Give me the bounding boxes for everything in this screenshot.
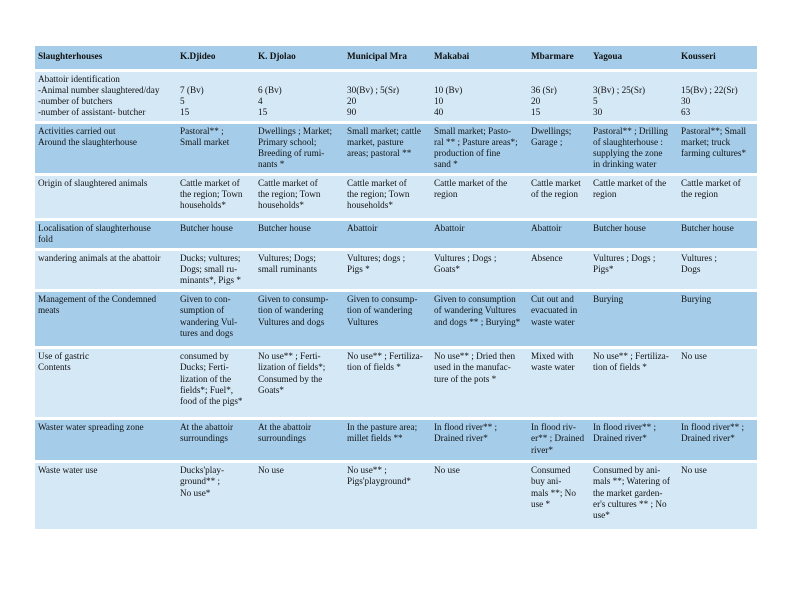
cell-text: 15(Bv) ; 22(Sr) 30 63 [681, 85, 738, 118]
cell-text: Pastoral**; Small market; truck farming cultures* [681, 126, 747, 159]
cell-text: Cattle market of the region; Town households* [258, 178, 321, 211]
header-cell: Municipal Mra [344, 46, 431, 69]
table-cell [344, 420, 431, 460]
cell-text: Butcher house [681, 223, 734, 234]
table-cell [590, 463, 678, 529]
cell-text: Butcher house [180, 223, 233, 234]
table-cell [344, 72, 431, 121]
cell-text: Butcher house [593, 223, 646, 234]
cell-text: Abattoir [347, 223, 378, 234]
header-cell: Makabai [431, 46, 528, 69]
table-cell [678, 72, 757, 121]
cell-text: Cattle market of the region [434, 178, 508, 200]
cell-text: Small market; cattle market, pasture areas; pastoral ** [347, 126, 421, 159]
table-cell [678, 124, 757, 173]
cell-text: Vultures; Dogs; small ruminants [258, 253, 317, 275]
row-label-cell [35, 72, 177, 121]
row-label-cell [35, 221, 177, 248]
cell-text: Cattle market of the region [681, 178, 741, 200]
table-cell [528, 124, 590, 173]
table-cell [177, 463, 255, 529]
table-cell [344, 251, 431, 289]
cell-text: No use [681, 351, 707, 362]
table-cell [528, 420, 590, 460]
table-row [35, 72, 757, 121]
table-cell [678, 463, 757, 529]
header-cell: K.Djideo [177, 46, 255, 69]
row-label-text: Abattoir identification -Animal number slaughtered/day -number of butchers -number of assistant- butcher [38, 74, 160, 118]
cell-text: Given to consumption of wandering Vultures and dogs ** ; Burying* [434, 294, 521, 327]
table-cell [528, 221, 590, 248]
row-label-text: wandering animals at the abattoir [38, 253, 161, 264]
cell-text: Given to con- sumption of wandering Vul- tures and dogs [180, 294, 238, 338]
table-cell [431, 463, 528, 529]
cell-text: Given to consump- tion of wandering Vultures [347, 294, 418, 327]
row-label-cell [35, 292, 177, 346]
cell-text: No use** ; Ferti- lization of fields*; Consumed by the Goats* [258, 351, 326, 395]
table-cell [177, 251, 255, 289]
table-cell [528, 292, 590, 346]
cell-text: Vultures ; Dogs [681, 253, 717, 275]
table-cell [590, 124, 678, 173]
cell-text: Small market; Pasto- ral ** ; Pasture areas*; production of fine sand * [434, 126, 518, 170]
cell-text: 30(Bv) ; 5(Sr) 20 90 [347, 85, 400, 118]
slaughterhouse-table-container [35, 46, 757, 529]
table-cell [255, 292, 344, 346]
table-row [35, 463, 757, 529]
table-row [35, 176, 757, 218]
table-cell [590, 176, 678, 218]
table-cell [678, 349, 757, 417]
table-cell [590, 72, 678, 121]
header-row [35, 46, 757, 69]
header-cell: Kousseri [678, 46, 757, 69]
table-cell [255, 420, 344, 460]
table-cell [590, 221, 678, 248]
table-cell [255, 124, 344, 173]
row-label-cell [35, 349, 177, 417]
cell-text: No use [681, 465, 707, 476]
cell-text: Butcher house [258, 223, 311, 234]
table-cell [431, 72, 528, 121]
cell-text: In the pasture area; millet fields ** [347, 422, 418, 444]
header-cell: K. Djolao [255, 46, 344, 69]
table-cell [590, 292, 678, 346]
table-cell [177, 420, 255, 460]
cell-text: Pastoral** ; Drilling of slaughterhouse : supplying the zone in drinking water [593, 126, 669, 170]
slaughterhouse-table [35, 46, 757, 529]
cell-text: In flood river** ; Drained river* [681, 422, 745, 444]
cell-text: Pastoral** ; Small market [180, 126, 230, 148]
table-cell [528, 251, 590, 289]
row-label-cell [35, 124, 177, 173]
cell-text: No use** ; Pigs'playground* [347, 465, 411, 487]
cell-text: Cattle market of the region [531, 178, 581, 200]
table-cell [177, 221, 255, 248]
table-cell [528, 349, 590, 417]
table-row [35, 251, 757, 289]
table-row [35, 124, 757, 173]
cell-text: Cattle market of the region; Town households* [180, 178, 243, 211]
table-cell [344, 176, 431, 218]
table-row [35, 420, 757, 460]
cell-text: Consumed by ani- mals **; Watering of the market garden- er's cultures ** ; No use* [593, 465, 670, 520]
cell-text: No use** ; Dried then used in the manufac- ture of the pots * [434, 351, 516, 384]
row-label-text: Localisation of slaughterhouse fold [38, 223, 151, 245]
row-label-text: Management of the Condemned meats [38, 294, 157, 316]
cell-text: Ducks'play- ground** ; No use* [180, 465, 225, 498]
cell-text: Absence [531, 253, 563, 264]
table-cell [590, 251, 678, 289]
table-cell [431, 292, 528, 346]
table-cell [431, 221, 528, 248]
cell-text: At the abattoir surroundings [258, 422, 312, 444]
row-label-cell [35, 463, 177, 529]
table-cell [528, 176, 590, 218]
table-cell [528, 72, 590, 121]
table-cell [431, 349, 528, 417]
table-cell [255, 221, 344, 248]
cell-text: Vultures ; Dogs ; Goats* [434, 253, 497, 275]
cell-text: Consumed buy ani- mals **; No use * [531, 465, 576, 509]
table-cell [255, 72, 344, 121]
cell-text: Dwellings ; Market; Primary school; Breeding of rumi- nants * [258, 126, 332, 170]
cell-text: In flood river** ; Drained river* [434, 422, 498, 444]
cell-text: Abattoir [531, 223, 562, 234]
cell-text: In flood river** ; Drained river* [593, 422, 657, 444]
table-cell [678, 420, 757, 460]
cell-text: Burying [593, 294, 624, 305]
row-label-text: Waster water spreading zone [38, 422, 144, 433]
row-label-text: Use of gastric Contents [38, 351, 90, 373]
cell-text: Vultures ; Dogs ; Pigs* [593, 253, 656, 275]
table-cell [431, 124, 528, 173]
table-cell [528, 463, 590, 529]
table-row [35, 292, 757, 346]
cell-text: Ducks; vultures; Dogs; small ru- minants*, Pigs * [180, 253, 242, 286]
cell-text: Given to consump- tion of wandering Vultures and dogs [258, 294, 329, 327]
cell-text: At the abattoir surroundings [180, 422, 234, 444]
cell-text: Cattle market of the region [593, 178, 667, 200]
cell-text: Abattoir [434, 223, 465, 234]
table-cell [255, 463, 344, 529]
table-cell [177, 292, 255, 346]
cell-text: In flood riv- er** ; Drained river* [531, 422, 585, 455]
table-cell [177, 72, 255, 121]
table-cell [344, 292, 431, 346]
table-cell [431, 251, 528, 289]
table-cell [678, 221, 757, 248]
table-row [35, 349, 757, 417]
cell-text: 36 (Sr) 20 15 [531, 85, 557, 118]
header-cell: Yagoua [590, 46, 678, 69]
table-cell [590, 349, 678, 417]
row-label-cell [35, 251, 177, 289]
row-label-cell [35, 176, 177, 218]
table-cell [678, 251, 757, 289]
cell-text: Vultures; dogs ; Pigs * [347, 253, 406, 275]
row-label-cell [35, 420, 177, 460]
cell-text: No use** ; Fertiliza- tion of fields * [347, 351, 423, 373]
table-cell [678, 176, 757, 218]
table-cell [590, 420, 678, 460]
header-cell: Mbarmare [528, 46, 590, 69]
cell-text: No use** ; Fertiliza- tion of fields * [593, 351, 669, 373]
table-cell [177, 349, 255, 417]
table-cell [431, 176, 528, 218]
cell-text: 3(Bv) ; 25(Sr) 5 30 [593, 85, 646, 118]
table-cell [431, 420, 528, 460]
table-cell [177, 124, 255, 173]
table-cell [177, 176, 255, 218]
table-cell [344, 221, 431, 248]
table-cell [344, 463, 431, 529]
table-cell [255, 349, 344, 417]
table-cell [678, 292, 757, 346]
cell-text: Cattle market of the region; Town households* [347, 178, 410, 211]
cell-text: 6 (Bv) 4 15 [258, 85, 282, 118]
cell-text: 10 (Bv) 10 40 [434, 85, 463, 118]
cell-text: 7 (Bv) 5 15 [180, 85, 204, 118]
row-label-text: Origin of slaughtered animals [38, 178, 148, 189]
cell-text: No use [434, 465, 460, 476]
cell-text: Mixed with waste water [531, 351, 575, 373]
row-label-text: Waste water use [38, 465, 98, 476]
table-cell [255, 251, 344, 289]
cell-text: consumed by Ducks; Ferti- lization of the fields*; Fuel*, food of the pigs* [180, 351, 243, 406]
cell-text: Burying [681, 294, 712, 305]
cell-text: No use [258, 465, 284, 476]
row-label-text: Activities carried out Around the slaughterhouse [38, 126, 137, 148]
header-cell: Slaughterhouses [35, 46, 177, 69]
table-cell [344, 349, 431, 417]
table-row [35, 221, 757, 248]
table-cell [344, 124, 431, 173]
cell-text: Dwellings; Garage ; [531, 126, 572, 148]
table-cell [255, 176, 344, 218]
cell-text: Cut out and evacuated in waste water [531, 294, 578, 327]
